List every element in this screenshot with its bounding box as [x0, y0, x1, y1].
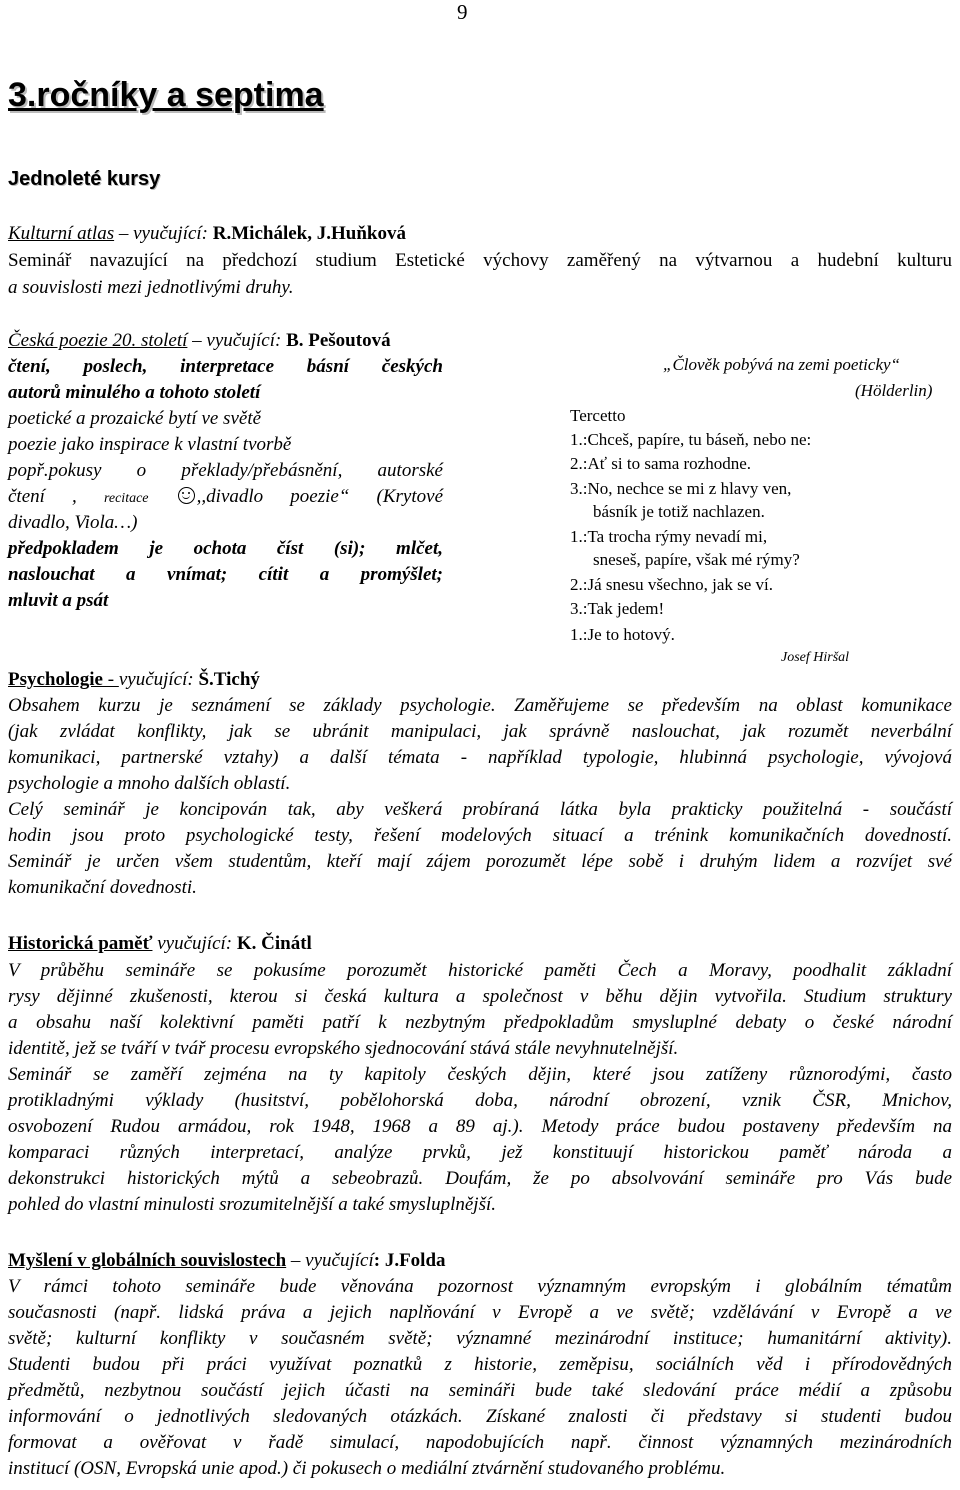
historicka-line: Seminář se zaměří zejména na ty kapitoly českých dějin, které jsou zatíženy různorodými, často [8, 1064, 952, 1085]
text: ,,divadlo poezie“ (Krytové [196, 486, 444, 507]
mysleni-line: současnosti (např. lidská práva a jejich naplňování v Evropě a ve světě; vzdělávání v Evropě a ve [8, 1302, 952, 1323]
poem-line: 1.:Chceš, papíre, tu báseň, nebo ne: [570, 430, 812, 449]
psychologie-line: komunikační dovednosti. [8, 877, 197, 898]
mysleni-line: formovat a ověřovat v řadě simulací, napodobujících např. činnost významných mezinárodních [8, 1432, 952, 1453]
course-name: Kulturní atlas [8, 223, 115, 244]
teacher-name: K. Činátl [232, 933, 312, 954]
historicka-line: pohled do vlastní minulosti srozumitelnější a také smysluplnější. [8, 1194, 496, 1215]
psychologie-line: (jak zvládat konflikty, jak se ubránit manipulaci, jak správně naslouchat, jak rozumět neverbální [8, 721, 952, 742]
poem-quote: „Člověk pobývá na zemi poeticky“ [663, 355, 900, 374]
mysleni-line: V rámci tohoto semináře bude věnována pozornost významným evropským i globálním tématům [8, 1276, 952, 1297]
mysleni-line: Studenti budou při práci využívat poznatků z historie, zeměpisu, sociálních věd i přírodovědných [8, 1354, 952, 1375]
separator: – [187, 330, 207, 351]
poezie-line: mluvit a psát [8, 590, 109, 611]
psychologie-line: psychologie a mnoho dalších oblastí. [8, 773, 291, 794]
poezie-line: divadlo, Viola…) [8, 512, 138, 533]
poezie-line: naslouchat a vnímat; cítit a promýšlet; [8, 564, 443, 585]
poem-line: sneseš, papíre, však mé rýmy? [593, 550, 800, 569]
poem-title: Tercetto [570, 406, 626, 425]
course-kulturni-header [8, 223, 406, 245]
poem-line: básník je totiž nachlazen. [593, 502, 765, 521]
course-name: Psychologie [8, 669, 103, 690]
historicka-line: dekonstrukci historických mýtů a sebeobrazů. Doufám, že po absolvování semináře pro Vás bude [8, 1168, 952, 1189]
teacher-name: Š.Tichý [193, 669, 260, 690]
poezie-line: poetické a prozaické bytí ve světě [8, 408, 262, 429]
mysleni-line: informování o jednotlivých sledovaných otázkách. Získané znalosti či představy si studenti budou [8, 1406, 952, 1427]
teacher-label: vyučující: [157, 933, 233, 954]
page-number: 9 [457, 0, 468, 24]
teacher-label: vyučující: [118, 669, 194, 690]
course-poezie-header [8, 330, 391, 352]
teacher-name: B. Pešoutová [281, 330, 391, 351]
psychologie-line: Seminář je určen všem studentům, kteří mají zájem porozumět lépe sobě i druhým lidem a rozvíjet své [8, 851, 952, 872]
poem-line: 1.:Ta trocha rýmy nevadí mi, [570, 527, 768, 546]
separator: – [114, 223, 134, 244]
poezie-line [8, 486, 443, 508]
course-historicka-header [8, 933, 312, 955]
page-title: 3.ročníky a septima [8, 76, 324, 114]
psychologie-line: Celý seminář je koncipován tak, aby veškerá probíraná látka byla prakticky použitelná - součástí [8, 799, 952, 820]
poem-author: Josef Hiršal [781, 650, 850, 665]
historicka-line: identitě, jež se tváří v tvář procesu evropského sjednocování stává stále nevyhnutelnější. [8, 1038, 679, 1059]
poem-line: 1.:Je to hotový. [570, 625, 675, 644]
teacher-label: vyučující [305, 1250, 374, 1271]
separator: – [286, 1250, 306, 1271]
course-description-line: Seminář navazující na předchozí studium Estetické výchovy zaměřený na výtvarnou a hudební kulturu [8, 250, 952, 271]
smiley-icon [178, 487, 195, 504]
psychologie-line: komunikaci, partnerské vztahy) a další témata - například typologie, hlubinná psychologie, vývojová [8, 747, 952, 768]
poezie-line: popř.pokusy o překlady/přebásnění, autorské [8, 460, 443, 481]
text: recitace [103, 491, 149, 506]
poezie-line: poezie jako inspirace k vlastní tvorbě [8, 434, 292, 455]
historicka-line: komparaci různých interpretací, analýze prvků, jež konstituují historickou paměť národa a [8, 1142, 952, 1163]
course-description-line: a souvislosti mezi jednotlivými druhy. [8, 277, 294, 298]
psychologie-line: Obsahem kurzu je seznámení se základy psychologie. Zaměřujeme se především na oblast komunikace [8, 695, 952, 716]
teacher-label: vyučující: [133, 223, 209, 244]
historicka-line: protikladnými výklady (husitství, pobělohorská doba, národní obrození, vznik ČSR, Mnichov, [8, 1090, 952, 1111]
section-heading: Jednoleté kursy [8, 168, 161, 190]
course-mysleni-header [8, 1250, 446, 1272]
separator: - [103, 669, 119, 690]
teacher-name: : J.Folda [373, 1250, 446, 1271]
poem-line: 3.:Tak jedem! [570, 599, 665, 618]
poem-line: 2.:Já snesu všechno, jak se ví. [570, 575, 774, 594]
mysleni-line: světě; kulturní konflikty v současném světě; významné mezinárodní instituce; humanitární aktivity). [8, 1328, 952, 1349]
teacher-label: vyučující: [206, 330, 282, 351]
poem-quote-author: (Hölderlin) [855, 381, 933, 400]
historicka-line: a obsahu naší kolektivní paměti patří k nezbytným předpokladům smysluplné debaty o české národní [8, 1012, 952, 1033]
historicka-line: rysy dějinné zkušenosti, kterou si česká kultura a společnost v běhu dějin vytvořila. Studium struktury [8, 986, 952, 1007]
poezie-line: čtení, poslech, interpretace básní českých [8, 356, 443, 377]
poezie-line: autorů minulého a tohoto století [8, 382, 261, 403]
mysleni-line: institucí (OSN, Evropská unie apod.) či pokusech o mediální ztvárnění studovaného problému. [8, 1458, 726, 1479]
historicka-line: osvobození Rudou armádou, rok 1948, 1968 a 89 aj.). Metody práce budou postaveny především na [8, 1116, 952, 1137]
poem-line: 2.:Ať si to sama rozhodne. [570, 454, 752, 473]
poem-line: 3.:No, nechce se mi z hlavy ven, [570, 479, 792, 498]
text: čtení , [8, 486, 77, 507]
mysleni-line: předmětů, nezbytnou součástí jejich účasti na semináři bude také sledování práce médií a způsobu [8, 1380, 952, 1401]
course-name: Historická paměť [8, 933, 153, 954]
course-name: Česká poezie 20. století [8, 330, 188, 351]
poezie-line: předpokladem je ochota číst (si); mlčet, [8, 538, 443, 559]
course-psychologie-header [8, 669, 260, 691]
psychologie-line: hodin jsou proto psychologické testy, řešení modelových situací a trénink komunikačních dovedností. [8, 825, 952, 846]
teacher-name: R.Michálek, J.Huňková [208, 223, 406, 244]
course-name: Myšlení v globálních souvislostech [8, 1250, 287, 1271]
historicka-line: V průběhu semináře se pokusíme porozumět historické paměti Čech a Moravy, poodhalit základní [8, 960, 952, 981]
